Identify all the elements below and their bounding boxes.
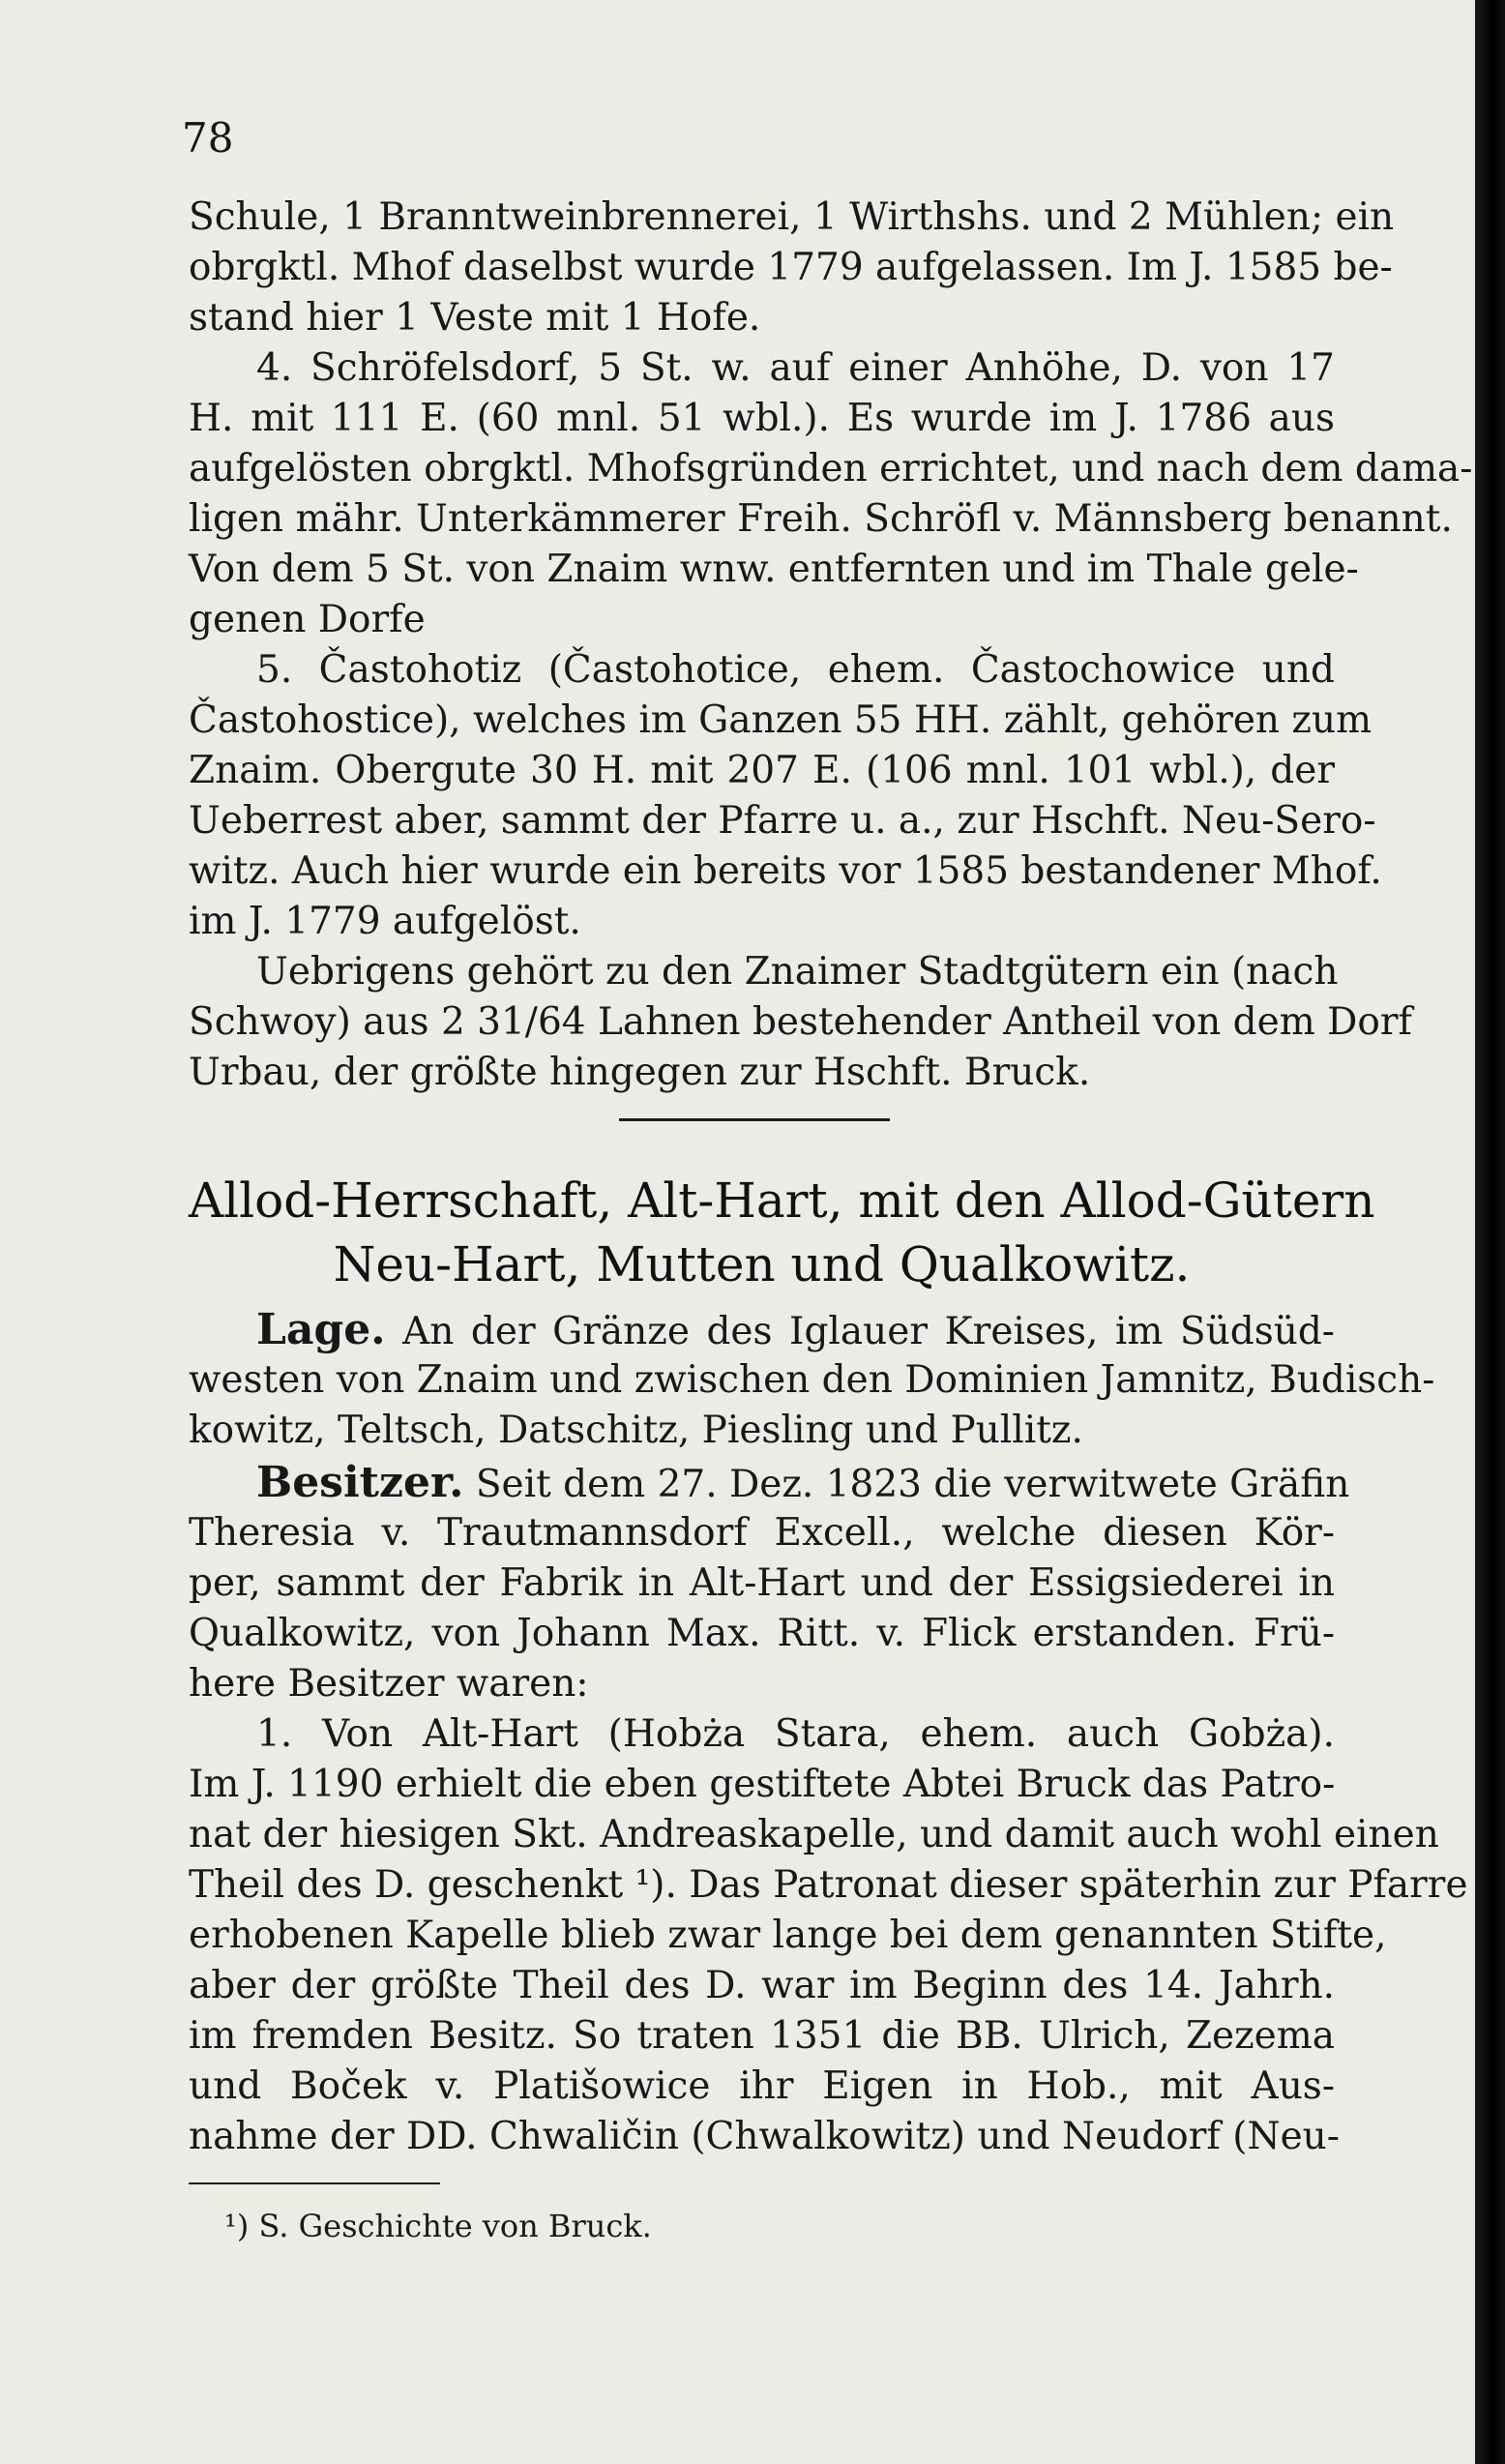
text-line: und Boček v. Platišowice ihr Eigen in Hob., mit Aus- (189, 2064, 1335, 2108)
text-line: kowitz, Teltsch, Datschitz, Piesling und Pullitz. (189, 1409, 1083, 1452)
text-line: 5. Častohotiz (Častohotice, ehem. Častochowice und (256, 648, 1335, 692)
text-line: Theil des D. geschenkt ¹). Das Patronat dieser späterhin zur Pfarre (189, 1863, 1468, 1907)
text-line: 1. Von Alt-Hart (Hobża Stara, ehem. auch Gobża). (256, 1712, 1335, 1756)
footnote-divider (189, 2182, 440, 2184)
text-line: im fremden Besitz. So traten 1351 die BB. Ulrich, Zezema (189, 2014, 1335, 2058)
text-line: im J. 1779 aufgelöst. (189, 900, 581, 943)
text-line: erhobenen Kapelle blieb zwar lange bei dem genannten Stifte, (189, 1914, 1387, 1957)
section-divider (619, 1118, 890, 1121)
text-line: nat der hiesigen Skt. Andreaskapelle, und damit auch wohl einen (189, 1813, 1439, 1856)
text-line: stand hier 1 Veste mit 1 Hofe. (189, 296, 761, 340)
text-line: witz. Auch hier wurde ein bereits vor 1585 bestandener Mhof. (189, 849, 1382, 893)
lage-label: Lage. (256, 1305, 386, 1354)
section-title: Allod-Herrschaft, Alt-Hart, mit den Allod-Gütern (189, 1173, 1375, 1229)
lage-text: An der Gränze des Iglauer Kreises, im Südsüd- (402, 1310, 1335, 1353)
page-edge (1475, 0, 1505, 2464)
text-line (256, 1306, 1335, 1356)
text-line: Von dem 5 St. von Znaim wnw. entfernten und im Thale gele- (189, 548, 1359, 591)
text-line: Schwoy) aus 2 31/64 Lahnen bestehender Antheil von dem Dorf (189, 1000, 1412, 1044)
text-line: westen von Znaim und zwischen den Dominien Jamnitz, Budisch- (189, 1358, 1435, 1402)
text-line: Ueberrest aber, sammt der Pfarre u. a., zur Hschft. Neu-Sero- (189, 799, 1376, 843)
text-line: Častohostice), welches im Ganzen 55 HH. zählt, gehören zum (189, 698, 1372, 742)
text-line: Uebrigens gehört zu den Znaimer Stadtgütern ein (nach (256, 950, 1339, 994)
besitzer-label: Besitzer. (256, 1458, 464, 1507)
text-line: Im J. 1190 erhielt die eben gestiftete Abtei Bruck das Patro- (189, 1763, 1336, 1806)
text-line: per, sammt der Fabrik in Alt-Hart und der Essigsiederei in (189, 1561, 1335, 1605)
text-line: nahme der DD. Chwaličin (Chwalkowitz) und Neudorf (Neu- (189, 2115, 1340, 2158)
text-line: aufgelösten obrgktl. Mhofsgründen errichtet, und nach dem dama- (189, 447, 1473, 490)
section-title: Neu-Hart, Mutten und Qualkowitz. (333, 1236, 1191, 1292)
text-line: 4. Schröfelsdorf, 5 St. w. auf einer Anhöhe, D. von 17 (256, 346, 1335, 390)
page-number: 78 (182, 114, 234, 162)
text-line (256, 1458, 1350, 1509)
text-line: Schule, 1 Branntweinbrennerei, 1 Wirthshs. und 2 Mühlen; ein (189, 195, 1395, 239)
text-line: here Besitzer waren: (189, 1662, 589, 1706)
text-line: Znaim. Obergute 30 H. mit 207 E. (106 mnl. 101 wbl.), der (189, 749, 1335, 792)
besitzer-text: Seit dem 27. Dez. 1823 die verwitwete Gräfin (475, 1463, 1350, 1506)
text-line: H. mit 111 E. (60 mnl. 51 wbl.). Es wurde im J. 1786 aus (189, 397, 1335, 440)
text-line: genen Dorfe (189, 598, 426, 641)
text-line: Urbau, der größte hingegen zur Hschft. Bruck. (189, 1051, 1091, 1094)
text-line: obrgktl. Mhof daselbst wurde 1779 aufgelassen. Im J. 1585 be- (189, 246, 1393, 289)
footnote: ¹) S. Geschichte von Bruck. (224, 2208, 652, 2244)
text-line: aber der größte Theil des D. war im Beginn des 14. Jahrh. (189, 1964, 1335, 2007)
text-line: ligen mähr. Unterkämmerer Freih. Schröfl v. Männsberg benannt. (189, 497, 1453, 541)
text-line: Qualkowitz, von Johann Max. Ritt. v. Flick erstanden. Frü- (189, 1612, 1335, 1655)
text-line: Theresia v. Trautmannsdorf Excell., welche diesen Kör- (189, 1511, 1335, 1555)
